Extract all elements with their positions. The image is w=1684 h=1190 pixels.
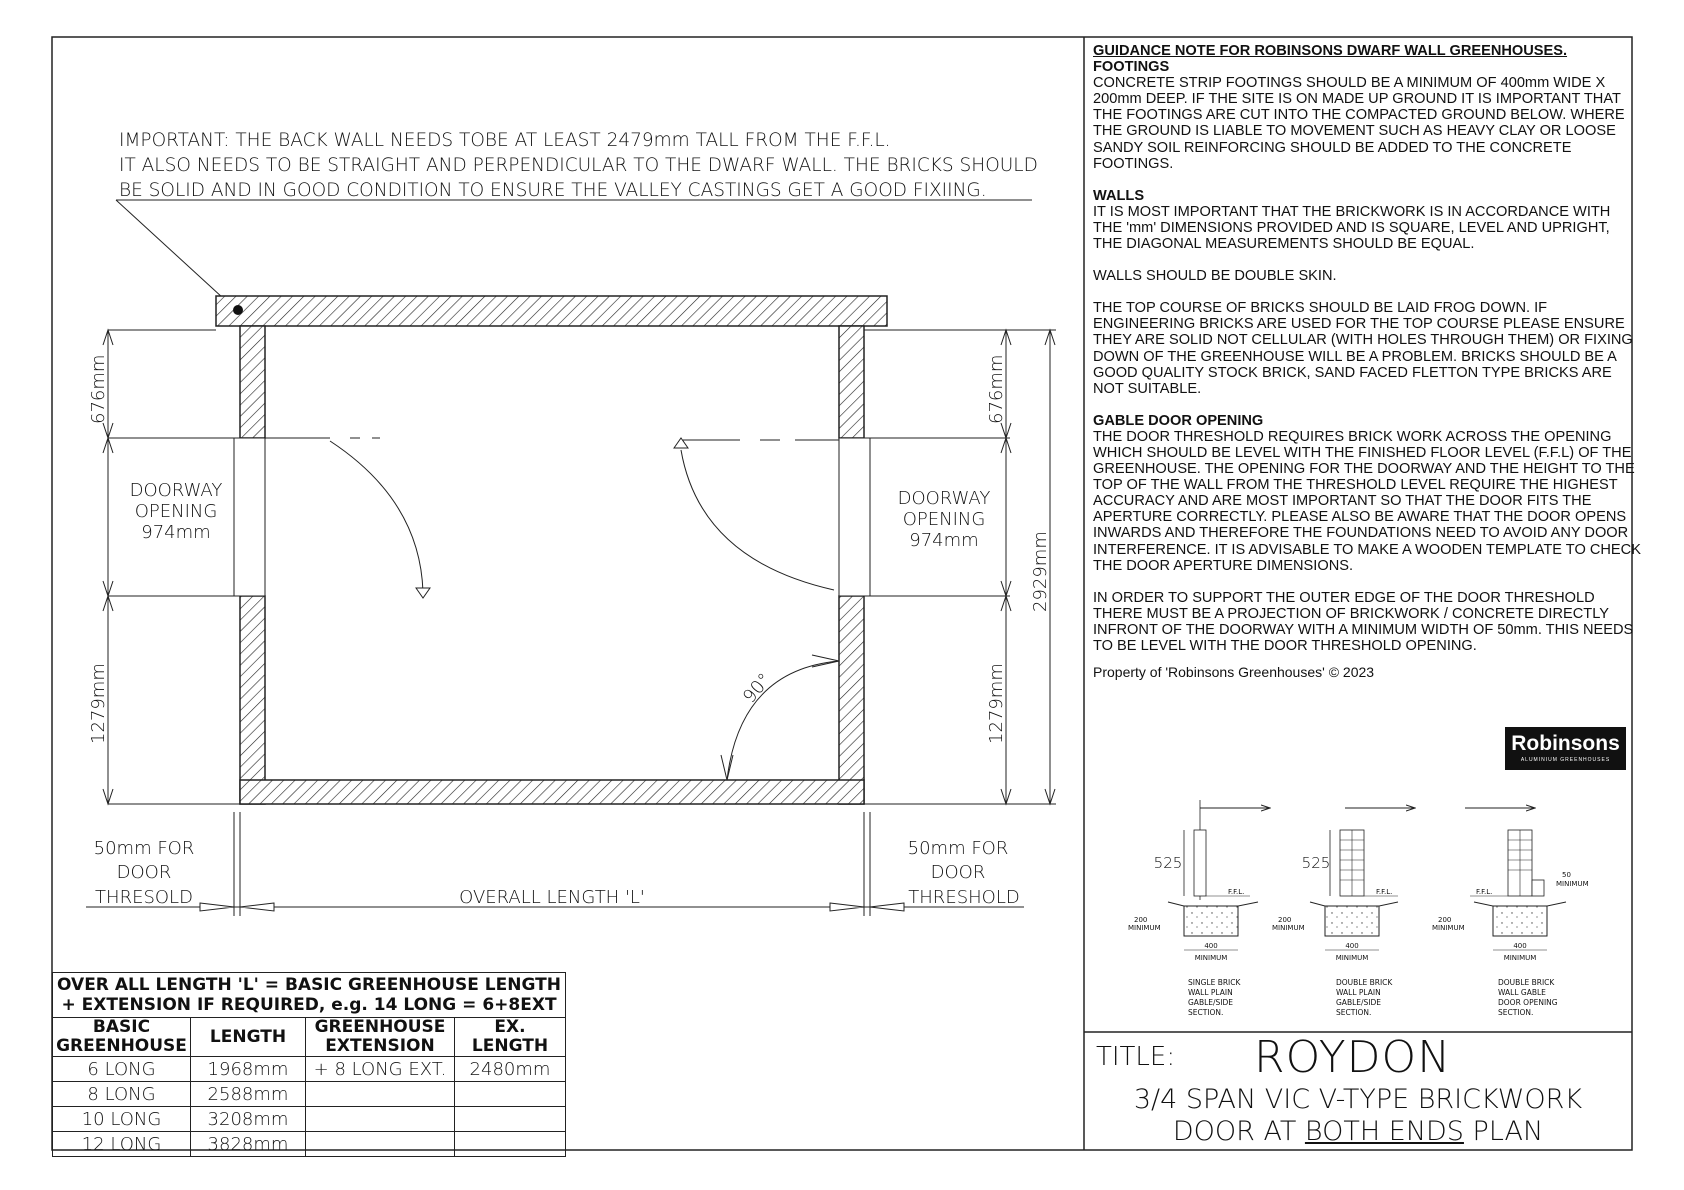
cell-extension (306, 1132, 455, 1157)
right-doorway-frame (839, 438, 870, 596)
right-wall-bottom (839, 596, 864, 804)
right-door-arc (681, 450, 834, 590)
fixing-point (233, 305, 243, 315)
section1-ffl: F.F.L. (1228, 888, 1245, 896)
section2-cap4: SECTION. (1336, 1008, 1372, 1017)
cell-extension (306, 1107, 455, 1132)
logo-tagline: ALUMINIUM GREENHOUSES (1520, 757, 1611, 763)
section1-min200-label: MINIMUM (1128, 924, 1161, 932)
section1-dim-525: 525 (1153, 854, 1183, 872)
length-table (52, 972, 566, 1155)
cell-length: 3828mm (191, 1132, 306, 1157)
right-threshold-line2: DOOR (930, 862, 986, 883)
left-threshold-line2: DOOR (116, 862, 172, 883)
cell-basic: 10 LONG (53, 1107, 191, 1132)
table-row (53, 1082, 566, 1107)
section3-min200-label: MINIMUM (1432, 924, 1465, 932)
header-basic: BASIC GREENHOUSE (53, 1018, 191, 1057)
section3-ffl: F.F.L. (1476, 888, 1493, 896)
section2-min400: 400 (1345, 942, 1359, 950)
left-doorway-frame (234, 438, 265, 596)
front-wall (240, 780, 864, 804)
left-doorway-line2: OPENING (134, 501, 218, 522)
cell-length: 2588mm (191, 1082, 306, 1107)
left-doorway-line1: DOORWAY (129, 480, 223, 501)
subtitle2-underlined: BOTH ENDS (1304, 1116, 1464, 1147)
section3-cap1: DOUBLE BRICK (1498, 978, 1555, 987)
overall-width-dim: 2929mm (1030, 531, 1051, 612)
cell-basic: 12 LONG (53, 1132, 191, 1157)
important-note-line3: BE SOLID AND IN GOOD CONDITION TO ENSURE THE VALLEY CASTINGS GET A GOOD FIXIING. (119, 180, 987, 201)
right-doorway-line2: OPENING (902, 509, 986, 530)
section3-min200: 200 (1438, 916, 1452, 924)
subtitle2-post: PLAN (1463, 1116, 1544, 1147)
section3-cap3: DOOR OPENING (1498, 998, 1558, 1007)
table-row (53, 1107, 566, 1132)
left-wall-top (240, 326, 265, 438)
header-ex-length: EX. LENGTH (455, 1018, 566, 1057)
right-doorway-line1: DOORWAY (897, 488, 991, 509)
section3-min400-label: MINIMUM (1503, 954, 1537, 962)
walls-text-2: WALLS SHOULD BE DOUBLE SKIN. (1093, 268, 1337, 285)
gable-text-2: IN ORDER TO SUPPORT THE OUTER EDGE OF THE DOOR THRESHOLD THERE MUST BE A PROJECTION OF BRICKWORK / CONCRETE DIRECTLY INFRONT OF THE DOORWAY WITH A MINIMUM WIDTH OF 50mm. THIS NEEDS TO BE LEVEL WITH THE DOOR THRESHOLD OPENING. (1093, 589, 1634, 654)
property-note: Property of 'Robinsons Greenhouses' © 2023 (1093, 664, 1375, 681)
section2-cap2: WALL PLAIN (1336, 988, 1381, 997)
cell-ex-length: 2480mm (455, 1057, 566, 1082)
section3-cap4: SECTION. (1498, 1008, 1534, 1017)
important-note-line1: IMPORTANT: THE BACK WALL NEEDS TOBE AT LEAST 2479mm TALL FROM THE F.F.L. (119, 130, 891, 151)
model-name: ROYDON (1254, 1032, 1452, 1083)
important-note-line2: IT ALSO NEEDS TO BE STRAIGHT AND PERPENDICULAR TO THE DWARF WALL. THE BRICKS SHOULD (119, 155, 1038, 176)
cell-ex-length (455, 1082, 566, 1107)
cell-basic: 6 LONG (53, 1057, 191, 1082)
right-doorway-line3: 974mm (909, 530, 979, 551)
gable-heading: GABLE DOOR OPENING (1093, 412, 1264, 429)
left-door-arrow (416, 588, 430, 598)
section-double-brick-door (1432, 808, 1589, 1017)
footings-text: CONCRETE STRIP FOOTINGS SHOULD BE A MINIMUM OF 400mm WIDE X 200mm DEEP. IF THE SITE IS ON MADE UP GROUND IT IS IMPORTANT THAT THE FOOTINGS ARE CUT INTO THE COMPACTED GROUND BELOW. WHERE THE GROUND IS LIABLE TO MOVEMENT SUCH AS HEAVY CLAY OR LOOSE SANDY SOIL REINFORCING SHOULD BE ADDED TO THE CONCRETE FOOTINGS. (1093, 75, 1625, 172)
table-row (53, 1132, 566, 1157)
left-threshold-line3: THRESOLD (95, 887, 193, 908)
header-extension: GREENHOUSE EXTENSION (306, 1018, 455, 1057)
right-top-dim: 676mm (986, 354, 1007, 424)
section3-cap2: WALL GABLE (1498, 988, 1546, 997)
section1-cap4: SECTION. (1188, 1008, 1224, 1017)
note-leader (116, 200, 235, 309)
left-threshold-line1: 50mm FOR (93, 838, 195, 859)
cell-length: 1968mm (191, 1057, 306, 1082)
cell-extension: + 8 LONG EXT. (306, 1057, 455, 1082)
overall-length-label: OVERALL LENGTH 'L' (459, 887, 645, 908)
back-wall (216, 296, 887, 326)
section3-min50: 50 (1562, 871, 1571, 879)
section3-min50-label: MINIMUM (1556, 880, 1589, 888)
right-angle-arc (727, 661, 839, 780)
section2-dim-525: 525 (1301, 854, 1331, 872)
footings-heading: FOOTINGS (1093, 59, 1170, 76)
section1-min400: 400 (1204, 942, 1218, 950)
section2-min200: 200 (1278, 916, 1292, 924)
left-wall-bottom (240, 596, 265, 804)
section3-min400: 400 (1513, 942, 1527, 950)
left-door-arc (330, 441, 423, 592)
section2-min400-label: MINIMUM (1335, 954, 1369, 962)
guidance-title: GUIDANCE NOTE FOR ROBINSONS DWARF WALL GREENHOUSES. (1093, 43, 1568, 59)
gable-text-1: THE DOOR THRESHOLD REQUIRES BRICK WORK ACROSS THE OPENING WHICH SHOULD BE LEVEL WITH THE FINISHED FLOOR LEVEL (F.F.L) OF THE GREENHOUSE. THE OPENING FOR THE DOORWAY AND THE HEIGHT TO THE TOP OF THE WALL FROM THE THRESHOLD LEVEL REQUIRE THE HIGHEST ACCURACY AND ARE MOST IMPORTANT SO THAT THE DOOR FITS THE APERTURE CORRECTLY. PLEASE ALSO BE AWARE THAT THE DOOR OPENS INWARDS AND THEREFORE THE FOUNDATIONS NEED TO AVOID ANY DOOR INTERFERENCE. IT IS ADVISABLE TO MAKE A WOODEN TEMPLATE TO CHECK THE DOOR APERTURE DIMENSIONS. (1093, 428, 1641, 574)
section2-cap1: DOUBLE BRICK (1336, 978, 1393, 987)
subtitle2-pre: DOOR AT (1172, 1116, 1305, 1147)
cell-length: 3208mm (191, 1107, 306, 1132)
walls-heading: WALLS (1093, 187, 1145, 204)
header-length: LENGTH (191, 1018, 306, 1057)
angle-label: 90° (738, 669, 776, 708)
right-bottom-dim: 1279mm (986, 663, 1007, 744)
section-single-brick (1128, 800, 1270, 1017)
left-top-dim: 676mm (88, 354, 109, 424)
section-double-brick-plain (1272, 808, 1415, 1017)
cell-ex-length (455, 1132, 566, 1157)
logo-name: Robinsons (1511, 732, 1620, 755)
walls-text-3: THE TOP COURSE OF BRICKS SHOULD BE LAID FROG DOWN. IF ENGINEERING BRICKS ARE USED FOR THE TOP COURSE PLEASE ENSURE THEY ARE SOLID NOT CELLULAR (WITH HOLES THROUGH THEM) OR FIXING DOWN OF THE GREENHOUSE WILL BE A PROBLEM. BRICKS SHOULD BE A GOOD QUALITY STOCK BRICK, SAND FACED FLETTON TYPE BRICKS ARE NOT SUITABLE. (1093, 300, 1633, 397)
table-caption-line1: OVER ALL LENGTH 'L' = BASIC GREENHOUSE LENGTH (57, 975, 561, 995)
title-label: TITLE: (1096, 1042, 1176, 1072)
section1-min200: 200 (1134, 916, 1148, 924)
section2-min200-label: MINIMUM (1272, 924, 1305, 932)
section2-ffl: F.F.L. (1376, 888, 1393, 896)
cell-ex-length (455, 1107, 566, 1132)
left-doorway-line3: 974mm (141, 522, 211, 543)
right-threshold-line1: 50mm FOR (907, 838, 1009, 859)
section1-cap1: SINGLE BRICK (1188, 978, 1241, 987)
right-wall-top (839, 326, 864, 438)
cell-extension (306, 1082, 455, 1107)
walls-text-1: IT IS MOST IMPORTANT THAT THE BRICKWORK IS IN ACCORDANCE WITH THE 'mm' DIMENSIONS PROVIDED AND IS SQUARE, LEVEL AND UPRIGHT, THE DIAGONAL MEASUREMENTS SHOULD BE EQUAL. (1093, 203, 1611, 253)
section1-cap3: GABLE/SIDE (1188, 998, 1234, 1007)
title-subtitle-1: 3/4 SPAN VIC V-TYPE BRICKWORK (1133, 1084, 1583, 1115)
table-caption-line2: + EXTENSION IF REQUIRED, e.g. 14 LONG = 6+8EXT (61, 995, 557, 1015)
cell-basic: 8 LONG (53, 1082, 191, 1107)
guidance-notes (1093, 43, 1641, 680)
section1-min400-label: MINIMUM (1194, 954, 1228, 962)
section1-cap2: WALL PLAIN (1188, 988, 1233, 997)
robinsons-logo (1505, 727, 1626, 770)
table-row (53, 1057, 566, 1082)
left-bottom-dim: 1279mm (88, 663, 109, 744)
right-threshold-line3: THRESHOLD (908, 887, 1020, 908)
title-block (1084, 1032, 1632, 1150)
table-caption (53, 973, 566, 1018)
section2-cap3: GABLE/SIDE (1336, 998, 1382, 1007)
title-subtitle-2 (1084, 1116, 1632, 1147)
